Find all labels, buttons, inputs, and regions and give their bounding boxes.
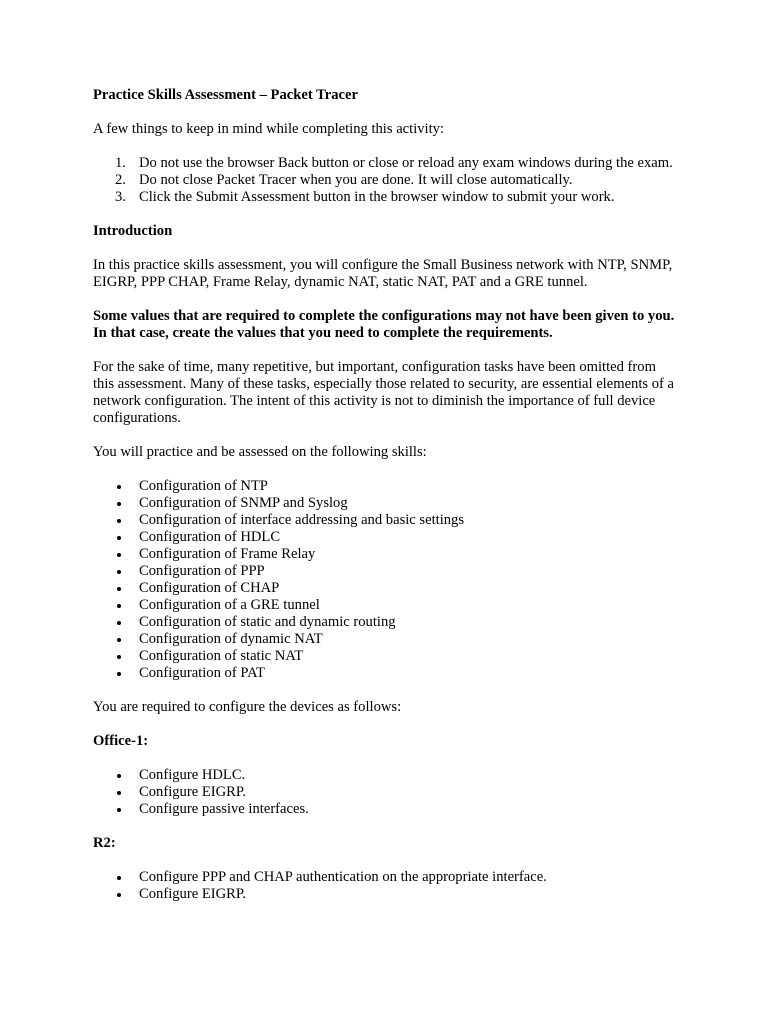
introduction-paragraph: In this practice skills assessment, you will configure the Small Business network with NTP, SNMP, EIGRP, PPP CHAP, Frame Relay, dynamic NAT, static NAT, PAT and a GRE tunnel. <box>93 257 673 290</box>
bullet-icon <box>117 876 121 880</box>
skill-item <box>93 546 678 563</box>
bullet-icon <box>117 485 121 489</box>
devices-intro: You are required to configure the devices as follows: <box>93 699 402 715</box>
skill-text: Configuration of CHAP <box>139 580 280 596</box>
instruction-text: Do not use the browser Back button or close or reload any exam windows during the exam. <box>139 155 673 171</box>
skill-text: Configuration of SNMP and Syslog <box>139 495 348 511</box>
skill-text: Configuration of Frame Relay <box>139 546 316 562</box>
office1-list <box>93 767 678 818</box>
r2-item <box>93 886 678 903</box>
r2-heading: R2: <box>93 835 116 851</box>
bullet-icon <box>117 553 121 557</box>
instruction-text: Do not close Packet Tracer when you are done. It will close automatically. <box>139 172 573 188</box>
skill-text: Configuration of HDLC <box>139 529 281 545</box>
instruction-item <box>93 189 678 206</box>
skill-item <box>93 631 678 648</box>
bullet-icon <box>117 536 121 540</box>
skill-text: Configuration of PPP <box>139 563 265 579</box>
instruction-number: 3. <box>115 189 126 205</box>
skill-item <box>93 665 678 682</box>
skills-list <box>93 478 678 682</box>
skill-item <box>93 478 678 495</box>
instruction-item <box>93 172 678 189</box>
instructions-list <box>93 155 678 206</box>
bullet-icon <box>117 893 121 897</box>
skill-item <box>93 512 678 529</box>
skill-text: Configuration of static and dynamic routing <box>139 614 396 630</box>
instruction-number: 2. <box>115 172 126 188</box>
instruction-item <box>93 155 678 172</box>
r2-list <box>93 869 678 903</box>
skills-intro: You will practice and be assessed on the following skills: <box>93 444 427 460</box>
document-title: Practice Skills Assessment – Packet Tracer <box>93 87 358 103</box>
instruction-text: Click the Submit Assessment button in the browser window to submit your work. <box>139 189 615 205</box>
bullet-icon <box>117 808 121 812</box>
skill-item <box>93 614 678 631</box>
bullet-icon <box>117 655 121 659</box>
office1-heading: Office-1: <box>93 733 149 749</box>
introduction-heading: Introduction <box>93 223 173 239</box>
office1-item-text: Configure HDLC. <box>139 767 246 783</box>
skill-text: Configuration of dynamic NAT <box>139 631 323 647</box>
bullet-icon <box>117 672 121 676</box>
bold-note: Some values that are required to complete the configurations may not have been given to you. In that case, create the values that you need to complete the requirements. <box>93 308 675 341</box>
bullet-icon <box>117 621 121 625</box>
bullet-icon <box>117 604 121 608</box>
intro-line: A few things to keep in mind while completing this activity: <box>93 121 445 137</box>
instruction-number: 1. <box>115 155 126 171</box>
bullet-icon <box>117 570 121 574</box>
r2-item-text: Configure PPP and CHAP authentication on the appropriate interface. <box>139 869 547 885</box>
bullet-icon <box>117 791 121 795</box>
office1-item-text: Configure passive interfaces. <box>139 801 309 817</box>
skill-text: Configuration of interface addressing and basic settings <box>139 512 465 528</box>
bullet-icon <box>117 519 121 523</box>
skill-text: Configuration of PAT <box>139 665 265 681</box>
skill-item <box>93 563 678 580</box>
skill-item <box>93 495 678 512</box>
skill-item <box>93 648 678 665</box>
bullet-icon <box>117 587 121 591</box>
bullet-icon <box>117 774 121 778</box>
skill-item <box>93 597 678 614</box>
office1-item-text: Configure EIGRP. <box>139 784 247 800</box>
office1-item <box>93 767 678 784</box>
bullet-icon <box>117 638 121 642</box>
r2-item <box>93 869 678 886</box>
office1-item <box>93 801 678 818</box>
skill-text: Configuration of NTP <box>139 478 268 494</box>
skill-text: Configuration of static NAT <box>139 648 304 664</box>
time-paragraph: For the sake of time, many repetitive, but important, configuration tasks have been omitted from this assessment. Many of these tasks, especially those related to security, are essential elements of a network configuration. The intent of this activity is not to diminish the importance of full device configurations. <box>93 359 675 426</box>
office1-item <box>93 784 678 801</box>
skill-item <box>93 580 678 597</box>
r2-item-text: Configure EIGRP. <box>139 886 247 902</box>
bullet-icon <box>117 502 121 506</box>
skill-text: Configuration of a GRE tunnel <box>139 597 320 613</box>
skill-item <box>93 529 678 546</box>
